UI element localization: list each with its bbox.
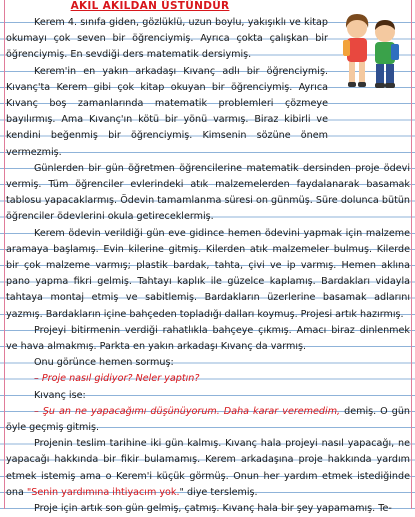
kerem-question: – Proje nasıl gidiyor? Neler yaptın?	[34, 373, 200, 385]
paragraph-9: Proje için artık son gün gelmiş, çatmış. Kıvanç hala bir şey yapamamış. Te-	[34, 503, 392, 515]
kivanc-answer-rest: demiş. O gün öyle geçmiş gitmiş.	[6, 405, 410, 434]
paragraph-1: Kerem 4. sınıfa giden, gözlüklü, uzun boylu, yakışıklı ve kitap okumayı çok seven bir öğrenciymiş. Ayrıca çokta çalışkan bir öğrenciymiş. En sevdiği ders matematik dersiymiş.	[6, 17, 328, 61]
paragraph-8-end: " diye terslemiş.	[179, 486, 258, 498]
paragraph-8-start: Projenin teslim tarihine iki gün kalmış. Kıvanç hala projeyi nasıl yapacağı, ne yapacağı hakkında bir fikir bulamamış. Kerem arkadaşına proje hakkında yardım etmek istemiş ama o Kerem'i küçük görmüş. Onun her yardım etmek istediğinde ona	[6, 438, 410, 498]
kivanc-reply-quote: "Senin yardımına ihtiyacım yok.	[26, 486, 180, 498]
paragraph-4: Kerem ödevin verildiği gün eve gidince hemen ödevini yapmak için malzeme aramaya başlamış. Evin kilerine gitmiş. Kilerden atık malzemeler bulmuş. Kilerde bir çok malzeme varmış; plastik bardak, tahta, çivi ve ip varmış. Hemen aklına pano yapma fikri gelmiş. Tahtayı kaplık ile güzelce kaplamış. Bardakları vidayla tahtaya montaj etmiş ve sabitlemiş. Bardakların üzerlerine basamak adlarını yazmış. Bardakların içine bahçeden topladığı dalları koymuş. Projesi artık hazırmış.	[6, 227, 410, 320]
paragraph-2: Kerem'in en yakın arkadaşı Kıvanç adlı bir öğrenciymiş. Kıvanç'ta Kerem gibi çok kitap okuyan bir öğrenciymiş. Ayrıca Kıvanç boş zamanlarında matematik problemleri çözmeye bayılırmış. Ama Kıvanç'ın kötü bir yönü varmış. Biraz kibirli ve kendini beğenmiş bir öğrenciymiş. Kimsenin sözüne önem vermezmiş.	[6, 65, 328, 158]
paragraph-3: Günlerden bir gün öğretmen öğrencilerine matematik dersinden proje ödevi vermiş. Tüm öğrenciler evlerindeki atık malzemelerden faydalanarak basamak tablosu yapacaklarmış. Ödevin tamamlanma süresi on günmüş. Süre dolunca bütün öğrenciler ödevlerini okula getireceklermiş.	[6, 162, 410, 223]
story-body	[6, 15, 410, 517]
story-title: AKIL AKILDAN ÜSTÜNDÜR	[70, 0, 230, 12]
right-margin-line	[411, 0, 412, 509]
paragraph-8	[6, 436, 410, 501]
dialog-line-2	[6, 404, 410, 436]
paragraph-5: Projeyi bitirmenin verdiği rahatlıkla bahçeye çıkmış. Amacı biraz dinlenmek ve hava almakmış. Parkta en yakın arkadaşı Kıvanç da varmış.	[6, 324, 410, 353]
paragraph-7: Kıvanç ise:	[34, 389, 86, 401]
kivanc-answer: – Şu an ne yapacağımı düşünüyorum. Daha karar veremedim,	[34, 405, 341, 417]
left-margin-line	[4, 0, 5, 509]
dialog-line-1	[6, 371, 410, 387]
paragraph-6: Onu görünce hemen sormuş:	[34, 357, 174, 369]
